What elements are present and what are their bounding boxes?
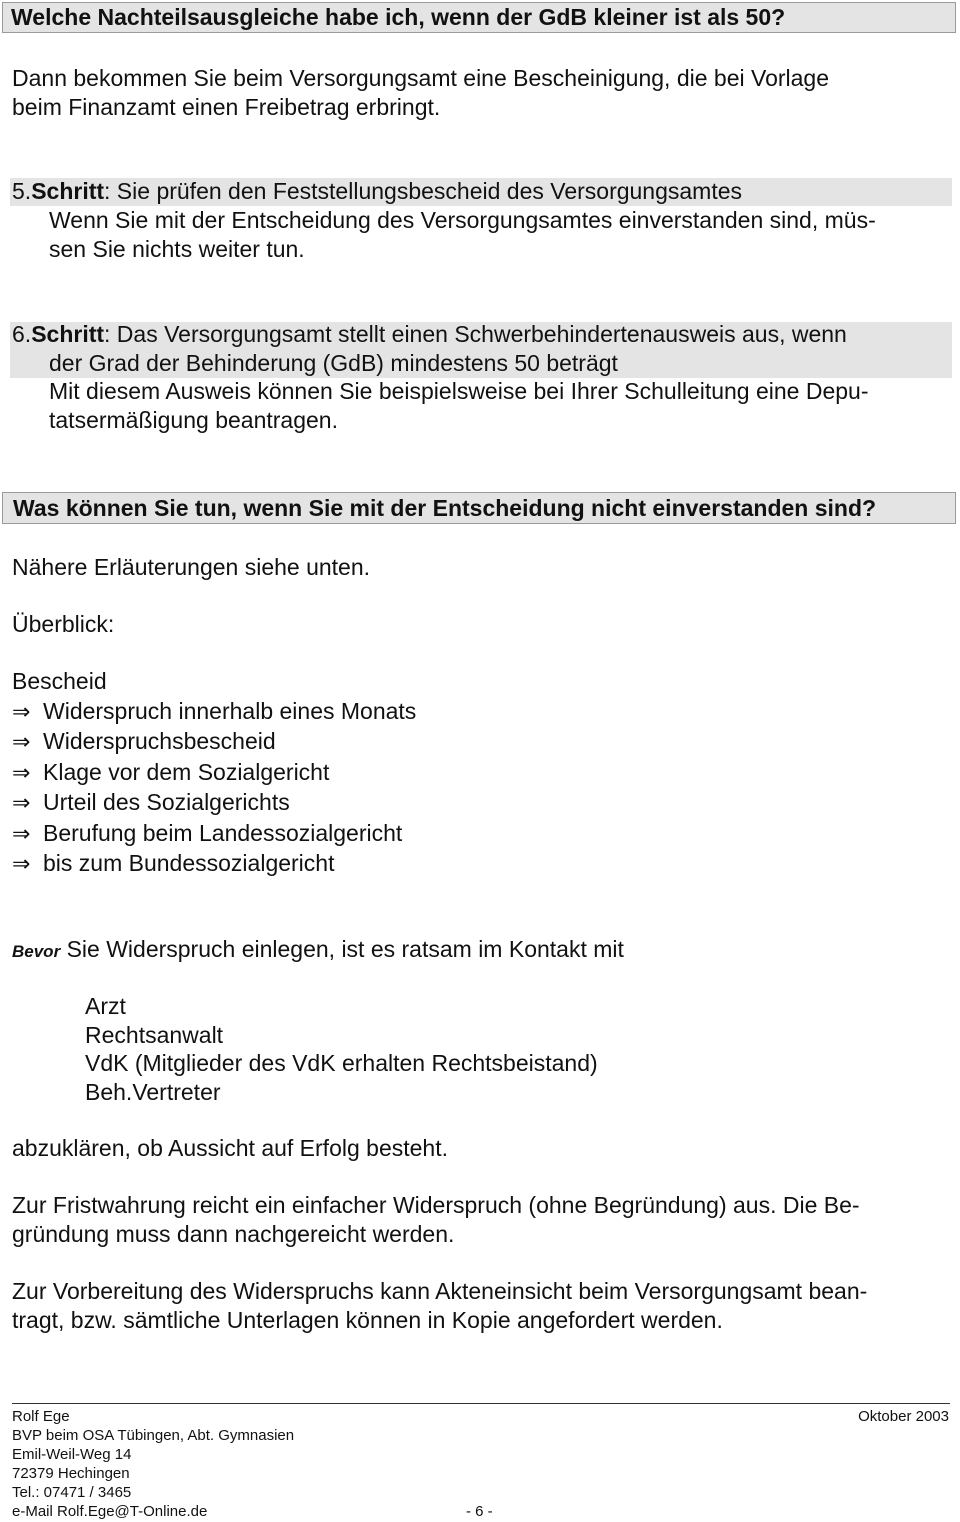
flow-step: ⇒ Urteil des Sozialgerichts bbox=[12, 789, 290, 816]
footer-name: Rolf Ege bbox=[12, 1408, 70, 1425]
footer-email: e-Mail Rolf.Ege@T-Online.de bbox=[12, 1503, 208, 1520]
flow-step: ⇒ Widerspruch innerhalb eines Monats bbox=[12, 698, 417, 724]
page-number: - 6 - bbox=[466, 1503, 493, 1520]
paragraph-fristwahrung: Zur Fristwahrung reicht ein einfacher Widerspruch (ohne Begründung) aus. Die Be- gründung muss dann nachgereicht werden. bbox=[12, 1192, 860, 1247]
contact-item: VdK (Mitglieder des VdK erhalten Rechtsbeistand) bbox=[85, 1050, 598, 1076]
overview-label: Überblick: bbox=[12, 611, 115, 637]
paragraph-bescheinigung: Dann bekommen Sie beim Versorgungsamt eine Bescheinigung, die bei Vorlage beim Finanzamt einen Freibetrag erbringt. bbox=[12, 65, 830, 120]
flow-step: ⇒ bis zum Bundessozialgericht bbox=[12, 849, 335, 876]
footer-date: Oktober 2003 bbox=[858, 1408, 949, 1425]
heading-nicht-einverstanden: Was können Sie tun, wenn Sie mit der Entscheidung nicht einverstanden sind? bbox=[2, 492, 956, 524]
double-arrow-icon: ⇒ bbox=[12, 820, 31, 846]
step6-title-line2: der Grad der Behinderung (GdB) mindestens 50 beträgt bbox=[49, 350, 618, 376]
flow-step: ⇒ Berufung beim Landessozialgericht bbox=[12, 819, 403, 846]
step5-title: 5.Schritt: Sie prüfen den Feststellungsbescheid des Versorgungsamtes bbox=[12, 178, 743, 204]
step6-title: 6.Schritt: Das Versorgungsamt stellt einen Schwerbehindertenausweis aus, wenn bbox=[12, 321, 847, 347]
contact-item: Arzt bbox=[85, 993, 126, 1019]
flow-step: ⇒ Klage vor dem Sozialgericht bbox=[12, 758, 330, 785]
step6-body: Mit diesem Ausweis können Sie beispielsweise bei Ihrer Schulleitung eine Depu- tatsermäßigung beantragen. bbox=[49, 378, 869, 433]
footer-address bbox=[12, 1407, 294, 1521]
flow-start: Bescheid bbox=[12, 668, 107, 694]
double-arrow-icon: ⇒ bbox=[12, 759, 31, 785]
contact-item: Beh.Vertreter bbox=[85, 1078, 221, 1105]
footer-phone: Tel.: 07471 / 3465 bbox=[12, 1484, 132, 1501]
paragraph-akteneinsicht: Zur Vorbereitung des Widerspruchs kann Akteneinsicht beim Versorgungsamt bean- tragt, bzw. sämtliche Unterlagen können in Kopie angefordert werden. bbox=[12, 1278, 868, 1333]
flow-list bbox=[12, 697, 416, 879]
footer-city: 72379 Hechingen bbox=[12, 1465, 130, 1482]
contact-item: Rechtsanwalt bbox=[85, 1021, 224, 1048]
note-erlaeuterungen: Nähere Erläuterungen siehe unten. bbox=[12, 554, 371, 580]
step5-body: Wenn Sie mit der Entscheidung des Versorgungsamtes einverstanden sind, müs- sen Sie nichts weiter tun. bbox=[49, 207, 876, 262]
heading-nachteilsausgleiche: Welche Nachteilsausgleiche habe ich, wenn der GdB kleiner ist als 50? bbox=[2, 2, 956, 33]
clarify-sentence: abzuklären, ob Aussicht auf Erfolg besteht. bbox=[12, 1135, 448, 1161]
footer-street: Emil-Weil-Weg 14 bbox=[12, 1446, 132, 1463]
double-arrow-icon: ⇒ bbox=[12, 729, 31, 755]
footer-rule bbox=[12, 1403, 950, 1404]
double-arrow-icon: ⇒ bbox=[12, 699, 31, 724]
contact-list bbox=[85, 992, 598, 1106]
flow-step: ⇒ Widerspruchsbescheid bbox=[12, 728, 276, 755]
footer-org: BVP beim OSA Tübingen, Abt. Gymnasien bbox=[12, 1427, 295, 1444]
bevor-sentence: Bevor Sie Widerspruch einlegen, ist es ratsam im Kontakt mit bbox=[12, 936, 624, 962]
bevor-keyword: Bevor bbox=[12, 942, 61, 961]
double-arrow-icon: ⇒ bbox=[12, 790, 31, 816]
double-arrow-icon: ⇒ bbox=[12, 850, 31, 876]
